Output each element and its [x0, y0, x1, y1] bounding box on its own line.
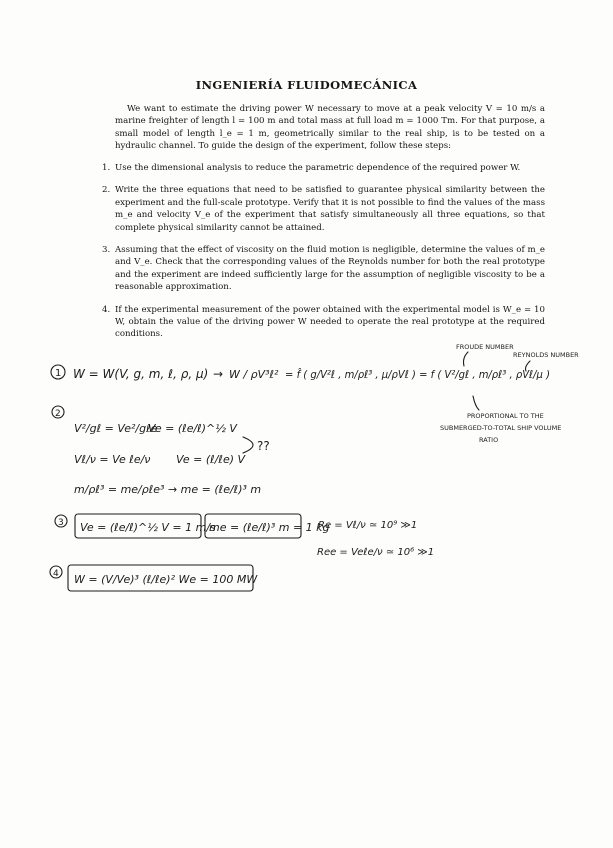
froude-pointer	[464, 352, 469, 366]
item-number-label: 2	[55, 409, 61, 419]
reynolds-similarity: Vℓ/ν = Ve ℓe/ν	[74, 453, 151, 466]
task-number: 2.	[102, 185, 111, 196]
conflict-bracket	[243, 437, 253, 453]
task-text: Assuming that the effect of viscosity on the fluid motion is negligible, determine the values of m_e and V_e. Check that the corresponding values of the Reynolds number for both the real prototype and the experiment are indeed sufficiently large for the assumption of negligible viscosity to be a reasonable approximation.	[115, 245, 545, 293]
solution-item-3	[55, 514, 434, 558]
reynolds-real: Re = Vℓ/ν ≃ 10⁹ ≫1	[318, 520, 418, 531]
froude-similarity: V²/gℓ = Ve²/gℓe	[74, 422, 158, 435]
froude-velocity: Ve = (ℓe/ℓ)^½ V	[148, 422, 237, 435]
froude-note: FROUDE NUMBER	[456, 343, 514, 351]
solution-item-2	[52, 406, 270, 496]
ratio-note-line-2: SUBMERGED-TO-TOTAL SHIP VOLUME	[440, 424, 562, 432]
nondimensional-relation: = f̂ ( g/V²ℓ , m/ρℓ³ , μ/ρVℓ ) = f ( V²/gℓ , m/ρℓ³ , ρVℓ/μ )	[285, 368, 550, 381]
page-title: INGENIERÍA FLUIDOMECÁNICA	[195, 78, 418, 92]
problem-statement: We want to estimate the driving power W necessary to move at a peak velocity V = 10 m/s a marine freighter of length l = 100 m and total mass at full load m = 1000 Tm. For that purpose, a small model of length l_e = 1 m, geometrically similar to the real ship, is to be tested on a hydraulic channel. To guide the design of the experiment, follow these steps:	[115, 104, 545, 152]
dimensional-dependence: W = W(V, g, m, ℓ, ρ, μ)	[73, 367, 209, 381]
item-number-label: 3	[58, 518, 64, 528]
mass-result: me = (ℓe/ℓ)³ m = 1 kg	[209, 521, 330, 534]
conflict-marks: ??	[257, 439, 270, 453]
task-text: Use the dimensional analysis to reduce the parametric dependence of the required power W.	[115, 163, 521, 173]
ratio-note-line-3: RATIO	[479, 436, 499, 444]
solution-item-4	[50, 565, 258, 591]
task-number: 3.	[102, 245, 111, 256]
task-number: 1.	[102, 163, 111, 173]
item-number-label: 1	[55, 368, 62, 379]
power-group: W / ρV³ℓ²	[229, 368, 279, 381]
task-text: Write the three equations that need to be satisfied to guarantee physical similarity between the experiment and the full-scale prototype. Verify that it is not possible to find the values of the mass m_e and velocity V_e of the experiment that satisfy simultaneously all three equations, so that complete physical similarity cannot be attained.	[115, 185, 545, 233]
mass-similarity: m/ρℓ³ = me/ρℓe³ → me = (ℓe/ℓ)³ m	[74, 483, 262, 496]
ratio-pointer	[473, 396, 479, 410]
reynolds-note: REYNOLDS NUMBER	[513, 351, 579, 359]
reynolds-model: Ree = Veℓe/ν ≃ 10⁶ ≫1	[317, 547, 435, 558]
power-result: W = (V/Ve)³ (ℓ/ℓe)² We = 100 MW	[74, 573, 258, 586]
item-number-label: 4	[53, 569, 59, 579]
task-text: If the experimental measurement of the power obtained with the experimental model is W_e = 10 W, obtain the value of the driving power W needed to operate the real prototype at the required conditions.	[115, 304, 545, 340]
task-number: 4.	[102, 304, 111, 315]
reynolds-velocity: Ve = (ℓ/ℓe) V	[176, 453, 246, 466]
arrow-symbol: →	[213, 367, 224, 381]
ratio-note-line-1: PROPORTIONAL TO THE	[467, 412, 544, 420]
velocity-result: Ve = (ℓe/ℓ)^½ V = 1 m/s	[80, 521, 216, 534]
